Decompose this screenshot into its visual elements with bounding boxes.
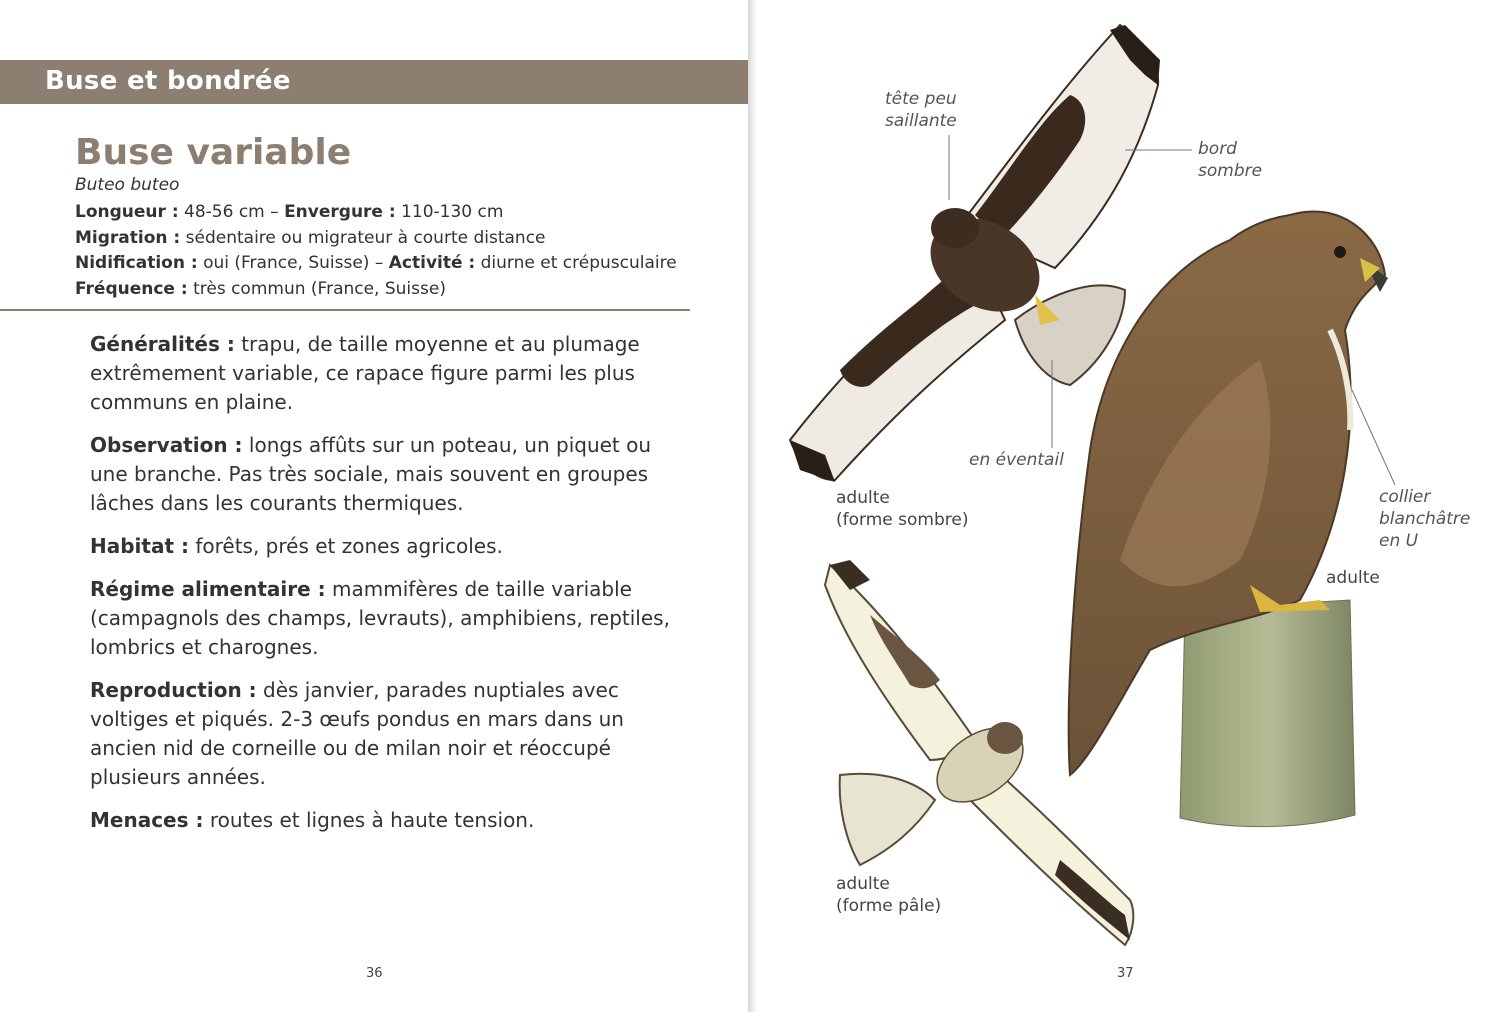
frequency-value: très commun (France, Suisse) [193,278,446,299]
frequency-label: Fréquence : [75,278,188,299]
annotation-head-line1: tête peu [885,89,957,109]
annotation-collar [1379,486,1470,552]
activity-label: Activité : [388,253,476,273]
separator: – [270,202,279,222]
section-label: Généralités : [90,332,235,356]
wingspan-label: Envergure : [284,202,396,222]
annotation-collar-line2: blanchâtre [1379,509,1471,529]
section-label: Habitat : [90,534,189,558]
annotation-collar-line3: en U [1379,531,1419,551]
caption-dark-line1: adulte [836,488,890,508]
annotation-edge-line2: sombre [1198,161,1263,181]
section-label: Régime alimentaire : [90,577,326,601]
section-title: Buse et bondrée [45,66,291,96]
nesting-value: oui (France, Suisse) [203,253,370,273]
annotation-edge [1198,138,1262,182]
separator: – [374,253,384,273]
caption-dark-line2: (forme sombre) [836,510,969,530]
length-value: 48-56 cm [184,202,265,222]
caption-dark-morph [836,487,968,531]
wingspan-value: 110-130 cm [401,202,504,222]
section-text: longs affûts sur un poteau, un piquet ou une branche. Pas très sociale, mais souvent en groupes lâches dans les courants thermiques. [90,433,652,515]
caption-pale-morph [836,873,941,917]
section-label: Observation : [90,433,243,457]
annotation-edge-line1: bord [1198,139,1237,159]
caption-perched: adulte [1326,568,1380,588]
section-text: routes et lignes à haute tension. [209,808,535,832]
section-label: Reproduction : [90,678,257,702]
length-label: Longueur : [75,202,179,222]
section-text: dès janvier, parades nuptiales avec voltiges et piqués. 2-3 œufs pondus en mars dans un ancien nid de corneille ou de milan noir et réoccupé plusieurs années. [90,678,624,789]
annotation-head-line2: saillante [885,111,957,131]
species-name: Buse variable [75,132,352,173]
caption-pale-line1: adulte [836,874,890,894]
latin-name: Buteo buteo [75,175,180,195]
section-text: forêts, prés et zones agricoles. [195,534,503,558]
leader-line-collar [1352,390,1395,485]
annotation-head [885,88,957,132]
section-label: Menaces : [90,808,204,832]
migration-value: sédentaire ou migrateur à courte distance [185,227,546,248]
annotation-tail: en éventail [969,450,1064,470]
page-number-right: 37 [1117,966,1134,981]
section-text: mammifères de taille variable (campagnols des champs, levrauts), amphibiens, reptiles, lombrics et charognes. [90,577,670,659]
migration-label: Migration : [75,227,181,248]
section-text: trapu, de taille moyenne et au plumage extrêmement variable, ce rapace figure parmi les plus communs en plaine. [90,332,640,414]
page-number-left: 36 [366,966,383,981]
nesting-label: Nidification : [75,253,198,273]
annotation-collar-line1: collier [1379,487,1431,507]
activity-value: diurne et crépusculaire [480,253,677,273]
caption-pale-line2: (forme pâle) [836,896,942,916]
